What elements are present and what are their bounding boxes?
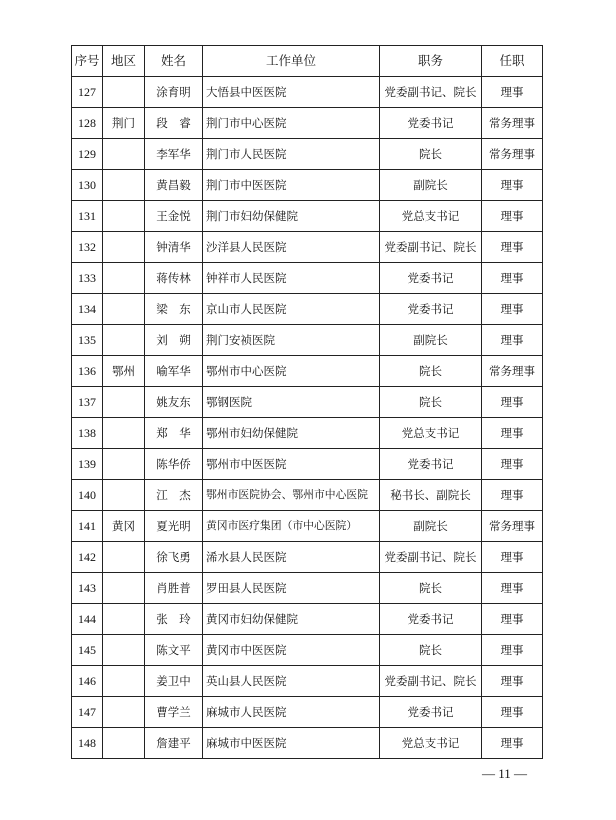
row-position: 党总支书记 (380, 728, 482, 759)
row-region (103, 480, 145, 511)
row-name: 曹学兰 (145, 697, 203, 728)
row-role: 理事 (482, 232, 543, 263)
row-name: 涂育明 (145, 77, 203, 108)
row-region: 鄂州 (103, 356, 145, 387)
table-row (72, 77, 543, 108)
header-row (72, 46, 543, 77)
row-number: 128 (72, 108, 103, 139)
row-name: 陈华侨 (145, 449, 203, 480)
row-role: 理事 (482, 728, 543, 759)
table-row (72, 728, 543, 759)
row-position: 院长 (380, 139, 482, 170)
row-region (103, 418, 145, 449)
row-region (103, 77, 145, 108)
row-unit: 黄冈市医疗集团（市中心医院） (203, 511, 380, 542)
row-number: 146 (72, 666, 103, 697)
row-region (103, 294, 145, 325)
row-number: 137 (72, 387, 103, 418)
row-name: 郑 华 (145, 418, 203, 449)
roster-table (71, 45, 543, 759)
table-row (72, 697, 543, 728)
row-name: 夏光明 (145, 511, 203, 542)
row-region: 荆门 (103, 108, 145, 139)
header-no: 序号 (72, 46, 103, 77)
row-position: 院长 (380, 635, 482, 666)
row-unit: 大悟县中医医院 (203, 77, 380, 108)
row-unit: 钟祥市人民医院 (203, 263, 380, 294)
row-role: 理事 (482, 542, 543, 573)
row-region (103, 697, 145, 728)
row-number: 139 (72, 449, 103, 480)
row-name: 詹建平 (145, 728, 203, 759)
row-unit: 荆门市妇幼保健院 (203, 201, 380, 232)
row-unit: 鄂州市医院协会、鄂州市中心医院 (203, 480, 380, 511)
table-row (72, 232, 543, 263)
row-name: 黄昌毅 (145, 170, 203, 201)
row-position: 院长 (380, 387, 482, 418)
table-row (72, 480, 543, 511)
row-number: 140 (72, 480, 103, 511)
row-position: 党委书记 (380, 263, 482, 294)
table-row (72, 542, 543, 573)
row-role: 理事 (482, 480, 543, 511)
row-name: 李军华 (145, 139, 203, 170)
row-number: 134 (72, 294, 103, 325)
row-position: 副院长 (380, 511, 482, 542)
row-number: 129 (72, 139, 103, 170)
row-position: 党总支书记 (380, 201, 482, 232)
row-region (103, 232, 145, 263)
row-name: 钟清华 (145, 232, 203, 263)
table-row (72, 511, 543, 542)
row-number: 148 (72, 728, 103, 759)
row-unit: 鄂州市中心医院 (203, 356, 380, 387)
row-role: 理事 (482, 263, 543, 294)
row-name: 梁 东 (145, 294, 203, 325)
table-header (72, 46, 543, 77)
row-number: 145 (72, 635, 103, 666)
row-role: 理事 (482, 387, 543, 418)
row-unit: 鄂州市中医医院 (203, 449, 380, 480)
row-name: 刘 朔 (145, 325, 203, 356)
row-unit: 英山县人民医院 (203, 666, 380, 697)
row-position: 党委书记 (380, 697, 482, 728)
row-region (103, 635, 145, 666)
row-unit: 鄂州市妇幼保健院 (203, 418, 380, 449)
row-role: 常务理事 (482, 108, 543, 139)
row-region (103, 263, 145, 294)
row-role: 常务理事 (482, 356, 543, 387)
table-row (72, 449, 543, 480)
row-unit: 荆门安祯医院 (203, 325, 380, 356)
row-unit: 京山市人民医院 (203, 294, 380, 325)
row-number: 142 (72, 542, 103, 573)
page-number: — 11 — (482, 766, 528, 781)
row-position: 党委副书记、院长 (380, 77, 482, 108)
row-position: 党总支书记 (380, 418, 482, 449)
table-row (72, 201, 543, 232)
table-row (72, 387, 543, 418)
row-position: 党委副书记、院长 (380, 666, 482, 697)
row-name: 徐飞勇 (145, 542, 203, 573)
table-row (72, 170, 543, 201)
row-position: 副院长 (380, 325, 482, 356)
row-role: 理事 (482, 697, 543, 728)
table-row (72, 139, 543, 170)
row-role: 理事 (482, 449, 543, 480)
table-row (72, 263, 543, 294)
row-name: 姚友东 (145, 387, 203, 418)
row-name: 段 睿 (145, 108, 203, 139)
row-region (103, 325, 145, 356)
row-position: 党委书记 (380, 449, 482, 480)
table-row (72, 604, 543, 635)
row-position: 秘书长、副院长 (380, 480, 482, 511)
row-number: 133 (72, 263, 103, 294)
table-row (72, 666, 543, 697)
row-number: 131 (72, 201, 103, 232)
row-number: 136 (72, 356, 103, 387)
row-number: 135 (72, 325, 103, 356)
row-unit: 荆门市人民医院 (203, 139, 380, 170)
row-number: 130 (72, 170, 103, 201)
row-unit: 麻城市中医医院 (203, 728, 380, 759)
row-position: 院长 (380, 573, 482, 604)
row-role: 理事 (482, 201, 543, 232)
row-region (103, 604, 145, 635)
row-position: 党委副书记、院长 (380, 232, 482, 263)
row-role: 理事 (482, 77, 543, 108)
row-number: 141 (72, 511, 103, 542)
table-row (72, 108, 543, 139)
row-unit: 荆门市中医医院 (203, 170, 380, 201)
row-region: 黄冈 (103, 511, 145, 542)
row-region (103, 666, 145, 697)
row-unit: 黄冈市妇幼保健院 (203, 604, 380, 635)
header-name: 姓名 (145, 46, 203, 77)
row-name: 姜卫中 (145, 666, 203, 697)
row-unit: 浠水县人民医院 (203, 542, 380, 573)
row-position: 院长 (380, 356, 482, 387)
row-position: 副院长 (380, 170, 482, 201)
row-unit: 麻城市人民医院 (203, 697, 380, 728)
row-name: 张 玲 (145, 604, 203, 635)
row-role: 理事 (482, 170, 543, 201)
row-unit: 荆门市中心医院 (203, 108, 380, 139)
table-row (72, 325, 543, 356)
header-region: 地区 (103, 46, 145, 77)
row-region (103, 201, 145, 232)
row-position: 党委书记 (380, 604, 482, 635)
row-unit: 沙洋县人民医院 (203, 232, 380, 263)
row-position: 党委书记 (380, 294, 482, 325)
row-region (103, 728, 145, 759)
row-role: 理事 (482, 666, 543, 697)
row-number: 147 (72, 697, 103, 728)
row-number: 138 (72, 418, 103, 449)
row-name: 陈文平 (145, 635, 203, 666)
row-role: 常务理事 (482, 511, 543, 542)
table-row (72, 356, 543, 387)
row-region (103, 573, 145, 604)
row-role: 理事 (482, 294, 543, 325)
row-region (103, 387, 145, 418)
row-number: 143 (72, 573, 103, 604)
row-region (103, 449, 145, 480)
table-row (72, 635, 543, 666)
table-row (72, 294, 543, 325)
row-role: 理事 (482, 573, 543, 604)
row-name: 王金悦 (145, 201, 203, 232)
header-position: 职务 (380, 46, 482, 77)
header-unit: 工作单位 (203, 46, 380, 77)
row-position: 党委副书记、院长 (380, 542, 482, 573)
table-body (72, 77, 543, 759)
header-role: 任职 (482, 46, 543, 77)
row-role: 理事 (482, 635, 543, 666)
table-row (72, 573, 543, 604)
row-position: 党委书记 (380, 108, 482, 139)
row-name: 肖胜普 (145, 573, 203, 604)
row-role: 常务理事 (482, 139, 543, 170)
row-region (103, 542, 145, 573)
row-unit: 黄冈市中医医院 (203, 635, 380, 666)
row-unit: 罗田县人民医院 (203, 573, 380, 604)
row-number: 127 (72, 77, 103, 108)
row-number: 144 (72, 604, 103, 635)
row-region (103, 170, 145, 201)
row-unit: 鄂钢医院 (203, 387, 380, 418)
row-role: 理事 (482, 418, 543, 449)
row-name: 江 杰 (145, 480, 203, 511)
row-name: 蒋传林 (145, 263, 203, 294)
table-row (72, 418, 543, 449)
row-role: 理事 (482, 325, 543, 356)
row-number: 132 (72, 232, 103, 263)
row-role: 理事 (482, 604, 543, 635)
row-region (103, 139, 145, 170)
row-name: 喻军华 (145, 356, 203, 387)
